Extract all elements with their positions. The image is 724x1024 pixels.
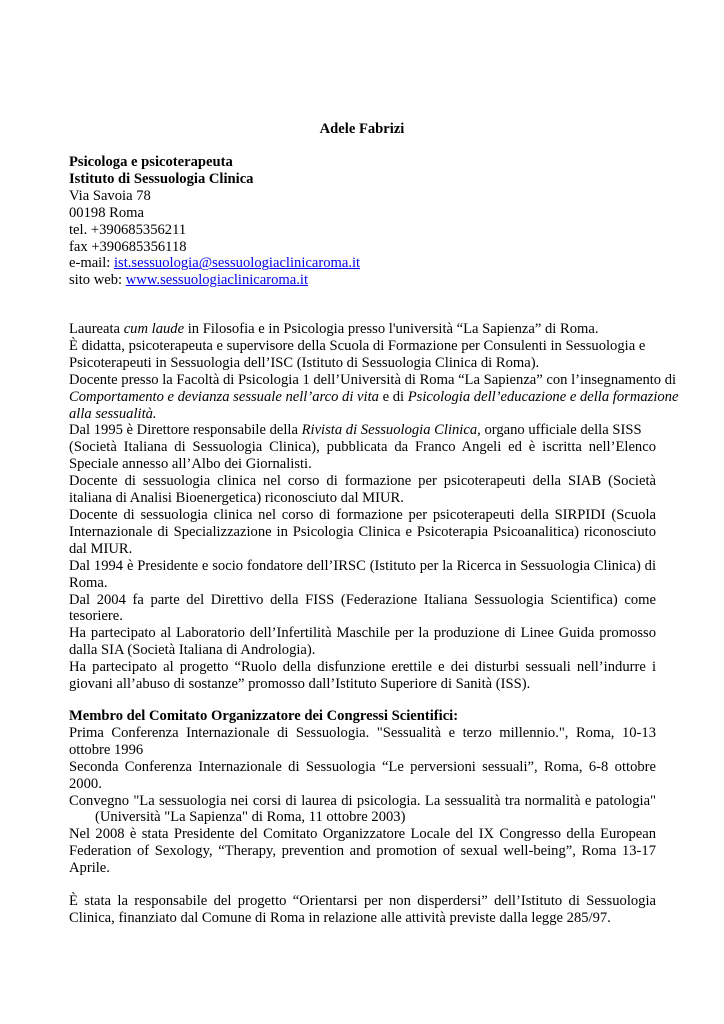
bio-line: dal MIUR. (69, 540, 133, 557)
bio-line: Speciale annesso all’Albo dei Giornalisti. (69, 456, 312, 473)
committee-line: Seconda Conferenza Internazionale di Sessuologia “Le perversioni sessuali”, Roma, 6-8 ottobre (69, 758, 656, 775)
bio-line: Docente di sessuologia clinica nel corso di formazione per psicoterapeuti della SIRPIDI (Scuola (69, 506, 656, 523)
bio-line: Ha partecipato al Laboratorio dell’Infertilità Maschile per la produzione di Linee Guida promosso (69, 625, 656, 642)
bio-line: Internazionale di Specializzazione in Psicologia Clinica e Psicoterapia Psicoanalitica) riconosciuto (69, 523, 656, 540)
committee-line: 2000. (69, 775, 102, 792)
bio-line: giovani all’abuso di sostanze” promosso dall’Istituto Superiore di Sanità (ISS). (69, 676, 531, 693)
bio-text: Laureata (69, 321, 124, 337)
bio-text: in Filosofia e in Psicologia presso l'università “La Sapienza” di Roma. (184, 321, 599, 337)
bio-text: Dal 1995 è Direttore responsabile della (69, 422, 302, 439)
email-line (69, 255, 656, 272)
section-heading: Membro del Comitato Organizzatore dei Congressi Scientifici: (69, 708, 459, 724)
committee-section (69, 708, 656, 877)
bio-line: Ha partecipato al progetto “Ruolo della disfunzione erettile e dei disturbi sessuali nell’indurre i (69, 659, 656, 676)
bio-line: Dal 1994 è Presidente e socio fondatore dell’IRSC (Istituto per la Ricerca in Sessuologia Clinica) di (69, 557, 656, 574)
bio-text-italic: Comportamento e devianza sessuale nell’arco di vita (69, 388, 379, 405)
bio-line: italiana di Analisi Bioenergetica) riconosciuto dal MIUR. (69, 490, 404, 507)
web-link[interactable]: www.sessuologiaclinicaroma.it (125, 272, 309, 289)
email-link[interactable]: ist.sessuologia@sessuologiaclinicaroma.it (113, 255, 361, 272)
institute-line: Istituto di Sessuologia Clinica (69, 170, 254, 187)
bio-line: (Società Italiana di Sessuologia Clinica), pubblicata da Franco Angeli ed è iscritta nell’Elenco (69, 439, 656, 456)
email-label: e-mail: (69, 255, 114, 272)
project-line: È stata la responsabile del progetto “Orientarsi per non disperdersi” dell’Istituto di Sessuologia (69, 893, 656, 909)
bio-line (69, 321, 656, 338)
bio-text-italic: cum laude (123, 321, 185, 337)
bio-text-italic: Rivista di Sessuologia Clinica, (301, 422, 481, 439)
committee-line: Federation of Sexology, “Therapy, prevention and promotion of sexual well-being”, Roma 13-17 (69, 843, 656, 860)
bio-line: tesoriere. (69, 608, 123, 625)
committee-line: Nel 2008 è stata Presidente del Comitato Organizzatore Locale del IX Congresso della European (69, 826, 656, 843)
role-line: Psicologa e psicoterapeuta (69, 154, 233, 170)
bio-line: Roma. (69, 574, 108, 591)
tel-line: tel. +390685356211 (69, 221, 187, 238)
committee-line: (Università "La Sapienza" di Roma, 11 ottobre 2003) (95, 809, 406, 826)
committee-line: ottobre 1996 (69, 741, 144, 758)
committee-line: Prima Conferenza Internazionale di Sessuologia. "Sessualità e terzo millennio.", Roma, 10-13 (69, 724, 656, 741)
city-line: 00198 Roma (69, 204, 144, 221)
committee-line: Aprile. (69, 860, 110, 877)
committee-line: Convegno "La sessuologia nei corsi di laurea di psicologia. La sessualità tra normalità e patologia" (69, 792, 656, 809)
project-line: Clinica, finanziato dal Comune di Roma in relazione alle attività previste dalla legge 285/97. (69, 909, 611, 926)
project-section (69, 893, 656, 927)
bio-line: È didatta, psicoterapeuta e supervisore della Scuola di Formazione per Consulenti in Sessuologia e (69, 337, 646, 354)
fax-line: fax +390685356118 (69, 238, 187, 255)
web-line (69, 272, 656, 289)
bio-line (69, 422, 656, 439)
document-title: Adele Fabrizi (319, 121, 405, 137)
web-label: sito web: (69, 272, 126, 289)
bio-line: dalla SIA (Società Italiana di Andrologia). (69, 642, 316, 659)
bio-line: Dal 2004 fa parte del Direttivo della FISS (Federazione Italiana Sessuologia Scientifica) come (69, 591, 656, 608)
bio-text-italic: Psicologia dell’educazione e della formazione (407, 388, 679, 405)
address-line: Via Savoia 78 (69, 187, 151, 204)
bio-text: e di (378, 388, 408, 405)
contact-block (69, 154, 656, 289)
bio-line: Docente di sessuologia clinica nel corso di formazione per psicoterapeuti della SIAB (Società (69, 473, 656, 490)
bio-line: alla sessualità. (69, 405, 157, 422)
bio-line: Psicoterapeuti in Sessuologia dell’ISC (Istituto di Sessuologia Clinica di Roma). (69, 354, 540, 371)
bio-section (69, 321, 679, 693)
bio-text: organo ufficiale della SISS (480, 422, 642, 439)
bio-line: Docente presso la Facoltà di Psicologia 1 dell’Università di Roma “La Sapienza” con l’insegnamento di (69, 371, 677, 388)
bio-line (69, 388, 679, 406)
